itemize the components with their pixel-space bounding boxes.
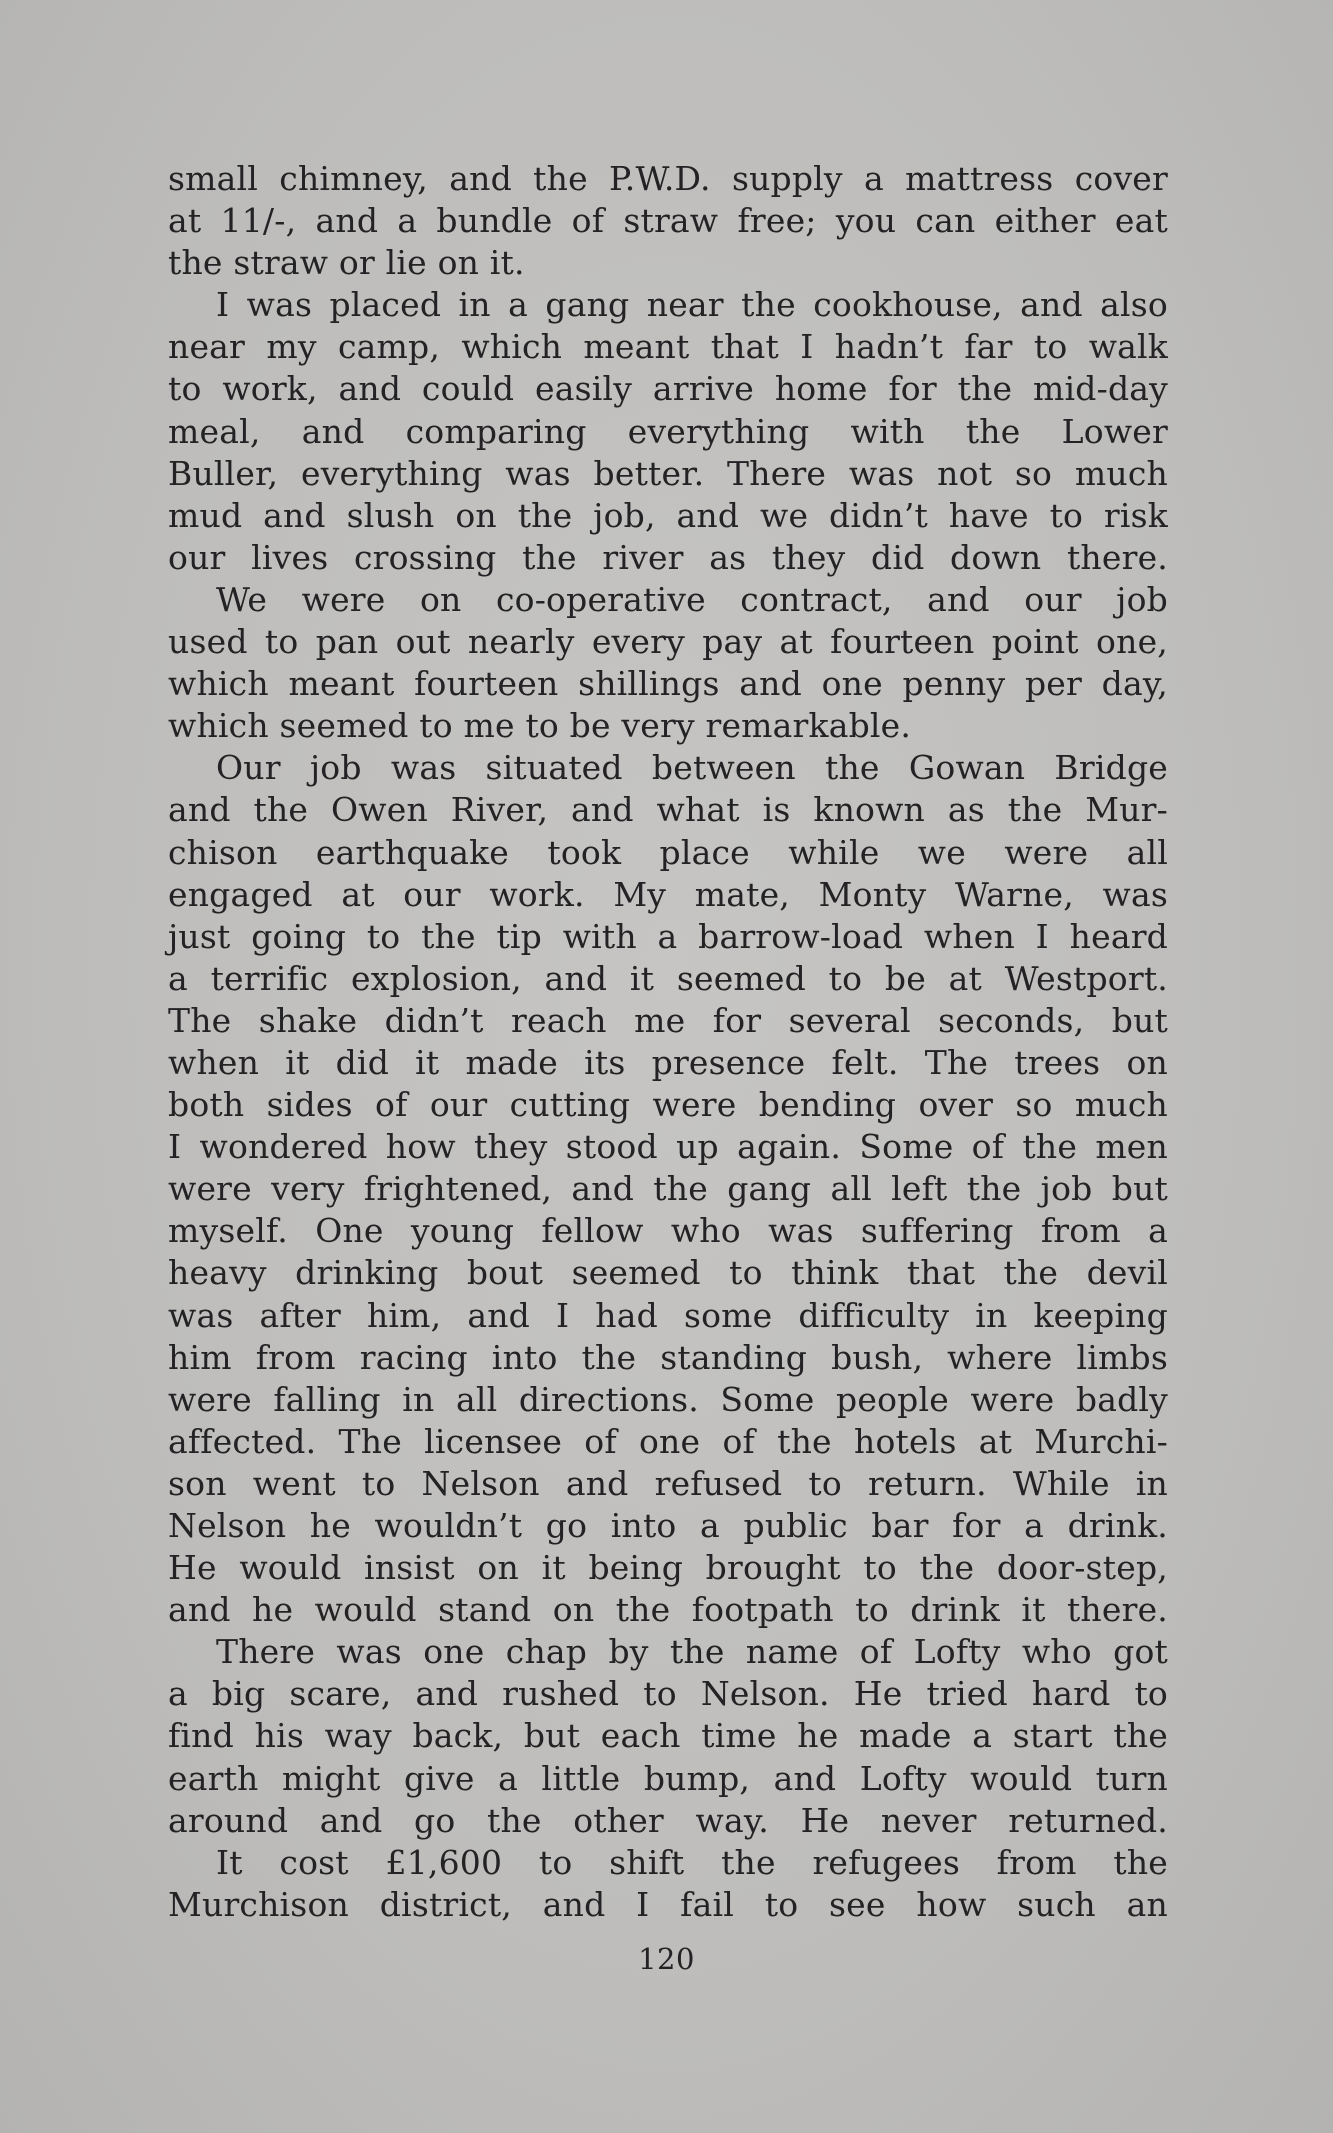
text-line: Buller, everything was better. There was not so much: [168, 453, 1168, 493]
text-line: a big scare, and rushed to Nelson. He tried hard to: [168, 1674, 1168, 1714]
body-text: [168, 158, 1168, 1926]
text-line: a terrific explosion, and it seemed to be at Westport.: [168, 958, 1168, 998]
text-line: We were on co-operative contract, and our job: [216, 579, 1168, 619]
text-line: around and go the other way. He never returned.: [168, 1800, 1168, 1840]
text-line: Our job was situated between the Gowan Bridge: [216, 748, 1168, 788]
text-line: find his way back, but each time he made a start the: [168, 1716, 1168, 1756]
text-line: was after him, and I had some difficulty in keeping: [168, 1295, 1168, 1335]
text-line: chison earthquake took place while we were all: [168, 832, 1168, 872]
text-line: him from racing into the standing bush, where limbs: [168, 1337, 1168, 1377]
page-number: 120: [638, 1942, 695, 1976]
text-line: son went to Nelson and refused to return. While in: [168, 1463, 1168, 1503]
text-line: when it did it made its presence felt. The trees on: [168, 1042, 1168, 1082]
text-line: meal, and comparing everything with the Lower: [168, 411, 1168, 451]
text-line: used to pan out nearly every pay at fourteen point one,: [168, 622, 1168, 662]
text-line: the straw or lie on it.: [168, 243, 525, 283]
text-line: and the Owen River, and what is known as the Mur-: [168, 790, 1168, 830]
text-line: both sides of our cutting were bending over so much: [168, 1085, 1168, 1125]
text-line: The shake didn’t reach me for several seconds, but: [168, 1000, 1168, 1040]
text-line: our lives crossing the river as they did down there.: [168, 537, 1168, 577]
text-line: which meant fourteen shillings and one penny per day,: [168, 664, 1168, 704]
text-line: near my camp, which meant that I hadn’t far to walk: [168, 327, 1168, 367]
text-line: It cost £1,600 to shift the refugees from the: [216, 1842, 1168, 1882]
text-line: to work, and could easily arrive home for the mid-day: [168, 369, 1168, 409]
text-line: just going to the tip with a barrow-load when I heard: [168, 916, 1168, 956]
text-line: myself. One young fellow who was suffering from a: [168, 1211, 1168, 1251]
text-line: affected. The licensee of one of the hotels at Murchi-: [168, 1421, 1168, 1461]
text-line: were very frightened, and the gang all left the job but: [168, 1169, 1168, 1209]
text-line: He would insist on it being brought to the door-step,: [168, 1548, 1168, 1588]
text-line: small chimney, and the P.W.D. supply a mattress cover: [168, 159, 1168, 198]
text-line: which seemed to me to be very remarkable.: [168, 706, 912, 746]
text-line: and he would stand on the footpath to drink it there.: [168, 1590, 1168, 1630]
text-line: engaged at our work. My mate, Monty Warne, was: [168, 874, 1168, 914]
text-line: heavy drinking bout seemed to think that the devil: [168, 1253, 1168, 1293]
text-line: at 11/-, and a bundle of straw free; you can either eat: [168, 201, 1168, 241]
text-line: earth might give a little bump, and Lofty would turn: [168, 1758, 1168, 1798]
text-line: mud and slush on the job, and we didn’t have to risk: [168, 495, 1168, 535]
text-line: were falling in all directions. Some people were badly: [168, 1379, 1168, 1419]
text-line: Murchison district, and I fail to see how such an: [168, 1884, 1168, 1924]
text-line: I wondered how they stood up again. Some of the men: [168, 1127, 1168, 1167]
text-line: I was placed in a gang near the cookhouse, and also: [216, 285, 1168, 325]
text-line: There was one chap by the name of Lofty who got: [216, 1632, 1168, 1672]
text-line: Nelson he wouldn’t go into a public bar for a drink.: [168, 1506, 1168, 1545]
